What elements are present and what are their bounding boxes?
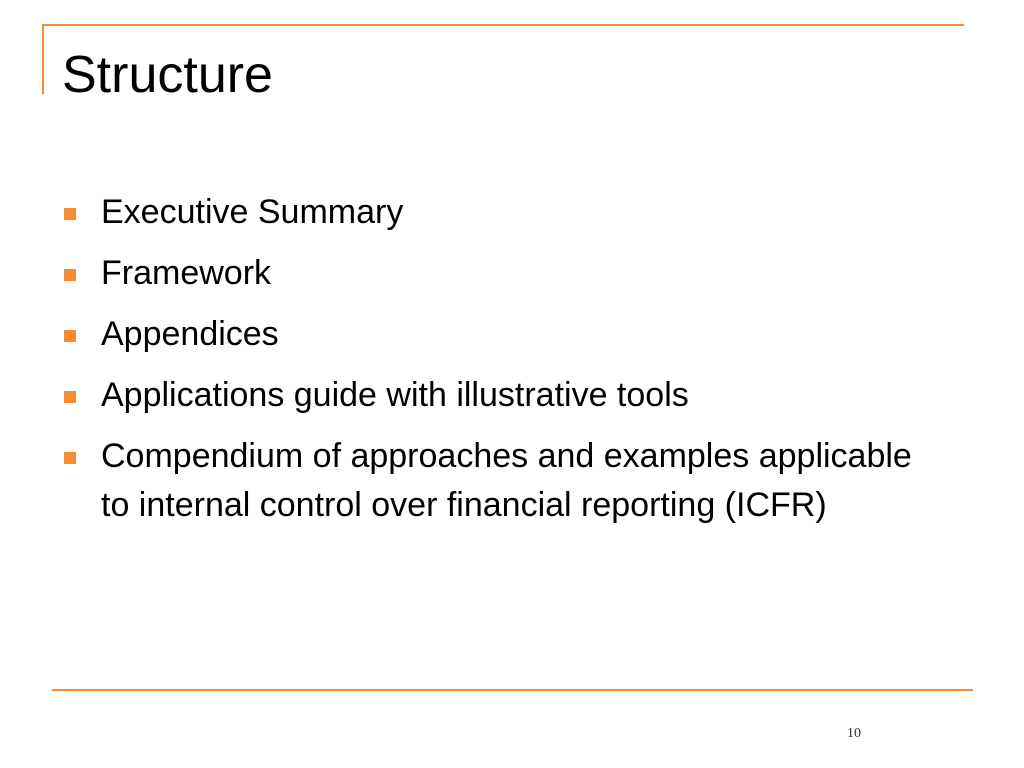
bullet-text: Appendices [101, 315, 279, 353]
bullet-text: Applications guide with illustrative tools [101, 376, 689, 414]
square-bullet-icon [64, 330, 76, 342]
bullet-item [64, 371, 944, 420]
left-accent-line [42, 24, 44, 94]
square-bullet-icon [64, 452, 76, 464]
square-bullet-icon [64, 391, 76, 403]
square-bullet-icon [64, 269, 76, 281]
bullet-item [64, 310, 944, 359]
bullet-text: Compendium of approaches and examples applicable to internal control over financial reporting (ICFR) [101, 437, 912, 524]
bullet-item [64, 249, 944, 298]
square-bullet-icon [64, 208, 76, 220]
bullet-text: Framework [101, 254, 272, 292]
page-number: 10 [847, 726, 861, 741]
bullet-item [64, 188, 944, 237]
bottom-accent-line [52, 689, 973, 691]
bullet-list [64, 188, 944, 542]
slide-title: Structure [62, 46, 273, 104]
bullet-item [64, 432, 944, 530]
top-accent-line [42, 24, 964, 26]
bullet-text: Executive Summary [101, 193, 404, 231]
